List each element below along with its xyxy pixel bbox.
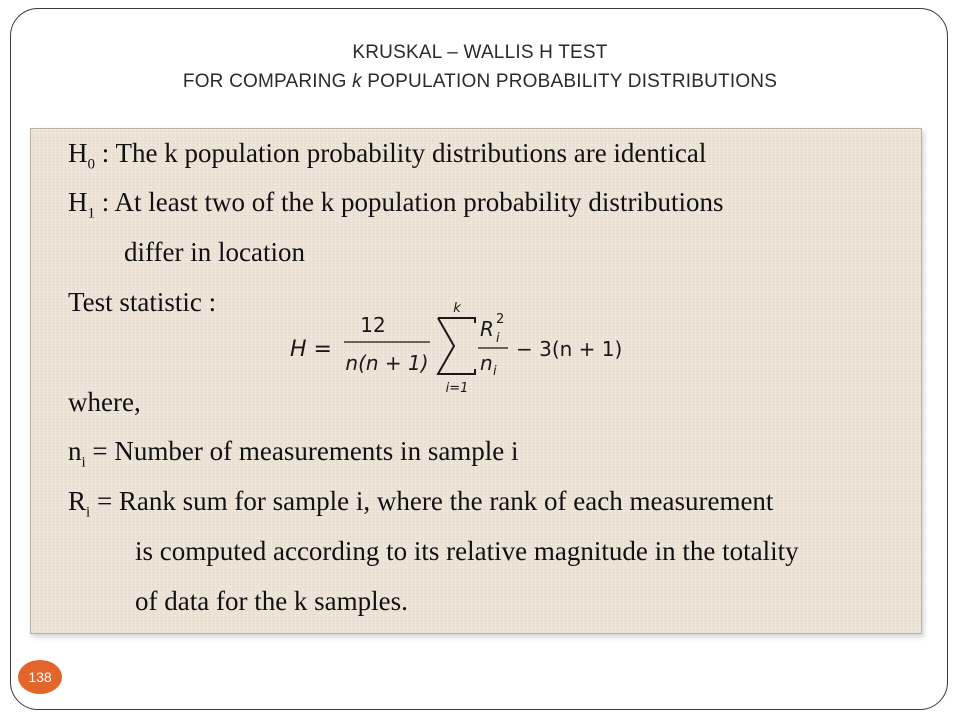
term-numerator-sup: 2 <box>496 312 505 327</box>
ni-text: = Number of measurements in sample i <box>85 436 519 466</box>
test-statistic-label: Test statistic : <box>68 287 217 317</box>
h1-subscript: 1 <box>87 205 95 222</box>
h1-line <box>68 187 723 222</box>
formula-numerator: 12 <box>360 313 386 337</box>
h0-symbol: H <box>68 138 88 168</box>
h0-line <box>68 138 706 173</box>
term-numerator-sub: i <box>496 331 500 346</box>
ri-text: = Rank sum for sample i, where the rank of each measurement <box>90 486 774 516</box>
h1-symbol: H <box>68 187 88 217</box>
formula-lhs: H = <box>290 337 332 362</box>
ni-subscript: i <box>81 454 86 471</box>
sum-upper-limit: k <box>453 301 461 316</box>
h0-text: : The k population probability distributions are identical <box>95 138 707 168</box>
title-line-2 <box>0 67 960 96</box>
h1-text: : At least two of the k population probability distributions <box>95 187 724 217</box>
ri-subscript: i <box>86 504 91 521</box>
ri-definition <box>68 486 773 521</box>
h0-subscript: 0 <box>87 156 95 173</box>
term-denominator-n: n <box>480 351 493 375</box>
ni-definition <box>68 436 519 471</box>
ni-symbol: n <box>68 436 82 466</box>
ri-continuation-2: of data for the k samples. <box>135 586 408 616</box>
term-numerator-r: R <box>480 317 494 341</box>
sigma-symbol <box>438 318 475 374</box>
formula-tail: − 3(n + 1) <box>516 337 623 361</box>
title-line-2-suffix: POPULATION PROBABILITY DISTRIBUTIONS <box>361 71 778 92</box>
formula-denominator: n(n + 1) <box>345 351 429 375</box>
title-line-2-k: k <box>352 71 362 92</box>
where-label: where, <box>68 387 141 417</box>
h1-continuation: differ in location <box>124 237 305 267</box>
title-line-2-prefix: FOR COMPARING <box>182 71 353 92</box>
ri-continuation-1: is computed according to its relative magnitude in the totality <box>135 536 799 566</box>
slide-title <box>0 38 960 96</box>
sum-lower-limit: i=1 <box>445 381 469 396</box>
term-denominator-sub: i <box>493 364 497 379</box>
page-number-badge: 138 <box>18 660 62 694</box>
ri-symbol: R <box>68 486 87 516</box>
kruskal-wallis-formula <box>290 298 650 398</box>
title-line-1: KRUSKAL – WALLIS H TEST <box>352 42 608 63</box>
